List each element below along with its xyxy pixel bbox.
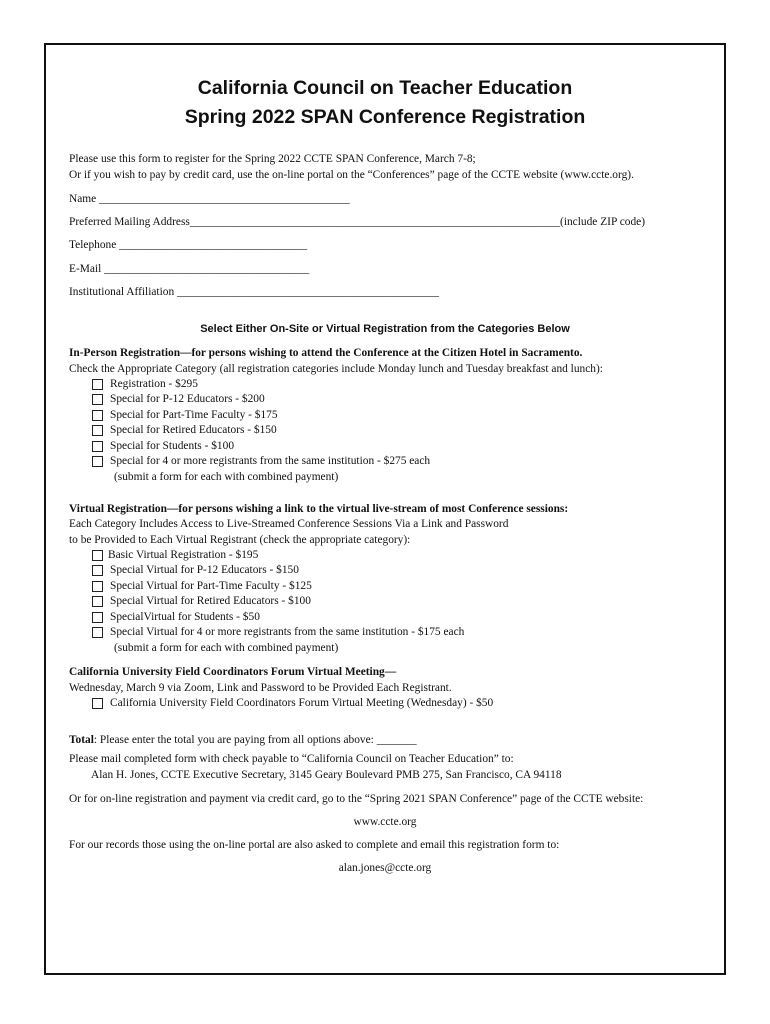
- select-heading: Select Either On-Site or Virtual Registration from the Categories Below: [200, 323, 570, 335]
- virtual-heading: Virtual Registration—for persons wishing a link to the virtual live-stream of most Conference sessions:: [69, 503, 569, 515]
- virtual-note: (submit a form for each with combined payment): [114, 642, 339, 654]
- mail-line-1: Please mail completed form with check payable to “California Council on Teacher Education” to:: [69, 753, 514, 765]
- online-line-2: For our records those using the on-line portal are also asked to complete and email this registration form to:: [69, 839, 560, 851]
- virtual-checkbox-4[interactable]: [92, 596, 103, 607]
- virtual-checkbox-5[interactable]: [92, 612, 103, 623]
- total-label: Total: [69, 734, 94, 746]
- virtual-line-2: to be Provided to Each Virtual Registrant (check the appropriate category):: [69, 534, 411, 546]
- in-person-checkbox-1[interactable]: [92, 379, 103, 390]
- in-person-option-1: Registration - $295: [110, 378, 198, 390]
- intro-line-2: Or if you wish to pay by credit card, use the on-line portal on the “Conferences” page of the CCTE website (www.ccte.org).: [69, 169, 634, 181]
- total-text: : Please enter the total you are paying from all options above: _______: [93, 734, 417, 746]
- telephone-field[interactable]: Telephone _________________________________: [69, 239, 308, 251]
- virtual-option-1: Basic Virtual Registration - $195: [108, 549, 259, 561]
- affiliation-field[interactable]: Institutional Affiliation ______________________________________________: [69, 286, 439, 298]
- in-person-checkbox-3[interactable]: [92, 410, 103, 421]
- forum-checkbox[interactable]: [92, 698, 103, 709]
- total-line[interactable]: [69, 733, 417, 747]
- virtual-checkbox-3[interactable]: [92, 581, 103, 592]
- forum-option: California University Field Coordinators Forum Virtual Meeting (Wednesday) - $50: [110, 697, 494, 709]
- in-person-checkbox-4[interactable]: [92, 425, 103, 436]
- in-person-checkbox-5[interactable]: [92, 441, 103, 452]
- in-person-option-5: Special for Students - $100: [110, 440, 235, 452]
- forum-line-1: Wednesday, March 9 via Zoom, Link and Password to be Provided Each Registrant.: [69, 682, 452, 694]
- in-person-option-4: Special for Retired Educators - $150: [110, 424, 277, 436]
- website-link[interactable]: www.ccte.org: [353, 816, 417, 828]
- in-person-heading: In-Person Registration—for persons wishing to attend the Conference at the Citizen Hotel in Sacramento.: [69, 347, 583, 359]
- online-line-1: Or for on-line registration and payment via credit card, go to the “Spring 2021 SPAN Conference” page of the CCTE website:: [69, 793, 644, 805]
- virtual-option-6: Special Virtual for 4 or more registrants from the same institution - $175 each: [110, 626, 465, 638]
- in-person-checkbox-6[interactable]: [92, 456, 103, 467]
- virtual-line-1: Each Category Includes Access to Live-Streamed Conference Sessions Via a Link and Password: [69, 518, 509, 530]
- virtual-checkbox-2[interactable]: [92, 565, 103, 576]
- virtual-checkbox-1[interactable]: [92, 550, 103, 561]
- mail-address: Alan H. Jones, CCTE Executive Secretary, 3145 Geary Boulevard PMB 275, San Francisco, CA 94118: [91, 769, 562, 781]
- forum-heading: California University Field Coordinators Forum Virtual Meeting—: [69, 666, 397, 678]
- virtual-option-4: Special Virtual for Retired Educators - $100: [110, 595, 311, 607]
- address-field[interactable]: Preferred Mailing Address_________________________________________________________________(include ZIP code): [69, 216, 646, 228]
- virtual-option-5: SpecialVirtual for Students - $50: [110, 611, 260, 623]
- form-title: California Council on Teacher Education: [197, 77, 573, 99]
- in-person-option-3: Special for Part-Time Faculty - $175: [110, 409, 278, 421]
- in-person-option-6: Special for 4 or more registrants from the same institution - $275 each: [110, 455, 431, 467]
- virtual-option-3: Special Virtual for Part-Time Faculty - $125: [110, 580, 312, 592]
- email-field[interactable]: E-Mail ____________________________________: [69, 263, 310, 275]
- in-person-option-2: Special for P-12 Educators - $200: [110, 393, 265, 405]
- name-field[interactable]: Name ____________________________________________: [69, 193, 350, 205]
- contact-email-link[interactable]: alan.jones@ccte.org: [338, 862, 432, 874]
- form-subtitle: Spring 2022 SPAN Conference Registration: [184, 106, 586, 128]
- virtual-checkbox-6[interactable]: [92, 627, 103, 638]
- virtual-option-2: Special Virtual for P-12 Educators - $150: [110, 564, 299, 576]
- in-person-instructions: Check the Appropriate Category (all registration categories include Monday lunch and Tuesday breakfast and lunch):: [69, 363, 603, 375]
- in-person-note: (submit a form for each with combined payment): [114, 471, 339, 483]
- intro-line-1: Please use this form to register for the Spring 2022 CCTE SPAN Conference, March 7-8;: [69, 153, 476, 165]
- in-person-checkbox-2[interactable]: [92, 394, 103, 405]
